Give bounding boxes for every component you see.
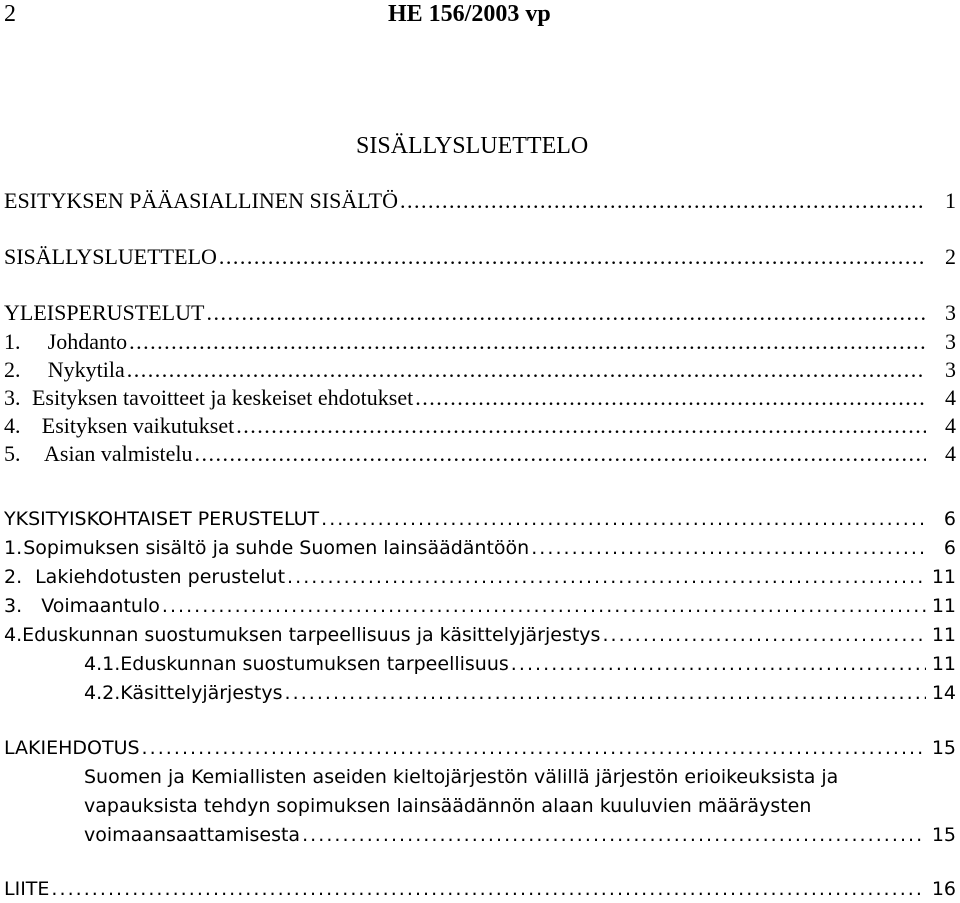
toc-entry-label: Esityksen vaikutukset <box>41 413 235 438</box>
toc-entry-number: 3. <box>4 595 23 617</box>
toc-entry-number: 4. <box>4 624 23 646</box>
toc-entry-label: Voimaantulo <box>41 595 160 617</box>
leader-dots <box>321 506 926 532</box>
leader-dots <box>302 822 926 848</box>
toc-entry-page: 15 <box>931 737 956 759</box>
toc-entry-page: 3 <box>945 300 956 325</box>
toc-entry-page: 1 <box>945 188 956 213</box>
toc-entry[interactable] <box>0 357 956 383</box>
toc-entry-page: 6 <box>943 537 956 559</box>
leader-dots <box>400 188 926 214</box>
leader-dots <box>602 622 926 648</box>
toc-entry-page: 11 <box>931 624 956 646</box>
toc-entry-label: Esityksen tavoitteet ja keskeiset ehdotukset <box>31 385 414 410</box>
toc-entry[interactable] <box>0 535 956 561</box>
leader-dots <box>511 651 926 677</box>
toc-entry-number: 1. <box>4 329 21 354</box>
page-number: 2 <box>4 1 16 27</box>
toc-entry[interactable] <box>0 329 956 355</box>
toc-entry[interactable] <box>0 385 956 411</box>
toc-entry-page: 16 <box>931 878 956 900</box>
toc-entry[interactable] <box>0 413 956 439</box>
toc-entry-page: 6 <box>943 508 956 530</box>
leader-dots <box>287 564 926 590</box>
toc-entry-page: 11 <box>931 653 956 675</box>
toc-entry-label: ESITYKSEN PÄÄASIALLINEN SISÄLTÖ <box>4 188 398 213</box>
leader-dots <box>236 413 926 439</box>
toc-entry-page: 4 <box>945 413 956 438</box>
toc-entry-page: 14 <box>931 682 956 704</box>
toc-entry[interactable] <box>0 622 956 648</box>
leader-dots <box>129 329 926 355</box>
toc-entry[interactable] <box>0 244 956 270</box>
toc-entry[interactable] <box>0 441 956 467</box>
toc-entry[interactable] <box>0 300 956 326</box>
toc-entry-page: 4 <box>945 441 956 466</box>
toc-entry[interactable] <box>0 876 956 902</box>
toc-entry-number: 4.2. <box>84 682 121 704</box>
toc-entry-label: Sopimuksen sisältö ja suhde Suomen lainsäädäntöön <box>23 537 530 559</box>
toc-entry-number: 5. <box>4 441 21 466</box>
toc-entry-page: 11 <box>931 566 956 588</box>
toc-entry[interactable] <box>0 822 956 848</box>
toc-entry-number: 2. <box>4 357 21 382</box>
toc-entry-page: 3 <box>945 357 956 382</box>
toc-entry-label: LIITE <box>4 878 50 900</box>
toc-entry-label: Johdanto <box>47 329 128 354</box>
leader-dots <box>162 593 926 619</box>
toc-entry-number: 4.1. <box>84 653 121 675</box>
toc-entry-page: 15 <box>931 824 956 846</box>
leader-dots <box>142 735 926 761</box>
toc-entry[interactable] <box>0 593 956 619</box>
toc-entry-number: 3. <box>4 385 21 410</box>
toc-entry[interactable] <box>0 735 956 761</box>
leader-dots <box>219 244 926 270</box>
toc-entry-continuation: Suomen ja Kemiallisten aseiden kieltojärjestön välillä järjestön erioikeuksista ja <box>84 766 839 788</box>
toc-entry-page: 2 <box>945 244 956 269</box>
toc-entry[interactable] <box>0 188 956 214</box>
toc-entry-label: voimaansaattamisesta <box>84 824 301 846</box>
leader-dots <box>415 385 926 411</box>
toc-entry-label: Asian valmistelu <box>44 441 193 466</box>
toc-entry-continuation: vapauksista tehdyn sopimuksen lainsäädännön alaan kuuluvien määräysten <box>84 795 812 817</box>
leader-dots <box>127 357 926 383</box>
toc-entry-label: Eduskunnan suostumuksen tarpeellisuus <box>120 653 509 675</box>
toc-entry-number: 1. <box>4 537 23 559</box>
leader-dots <box>51 876 926 902</box>
toc-entry-label: Käsittelyjärjestys <box>120 682 283 704</box>
toc-entry-label: Lakiehdotusten perustelut <box>35 566 286 588</box>
toc-entry-label: Eduskunnan suostumuksen tarpeellisuus ja käsittelyjärjestys <box>22 624 601 646</box>
toc-entry-label: YKSITYISKOHTAISET PERUSTELUT <box>4 508 320 530</box>
leader-dots <box>285 680 926 706</box>
toc-entry[interactable] <box>0 564 956 590</box>
toc-entry[interactable] <box>0 506 956 532</box>
toc-entry-label: YLEISPERUSTELUT <box>4 300 205 325</box>
toc-entry-label: SISÄLLYSLUETTELO <box>4 244 217 269</box>
toc-entry-page: 3 <box>945 329 956 354</box>
toc-entry-label: Nykytila <box>47 357 125 382</box>
toc-heading: SISÄLLYSLUETTELO <box>356 133 589 159</box>
toc-entry-number: 2. <box>4 566 23 588</box>
toc-entry[interactable] <box>0 651 956 677</box>
toc-entry-page: 11 <box>931 595 956 617</box>
leader-dots <box>531 535 926 561</box>
toc-entry-number: 4. <box>4 413 21 438</box>
toc-entry[interactable] <box>0 680 956 706</box>
leader-dots <box>195 441 926 467</box>
document-id: HE 156/2003 vp <box>388 1 551 27</box>
leader-dots <box>206 300 926 326</box>
toc-entry-page: 4 <box>945 385 956 410</box>
toc-entry-label: LAKIEHDOTUS <box>4 737 140 759</box>
